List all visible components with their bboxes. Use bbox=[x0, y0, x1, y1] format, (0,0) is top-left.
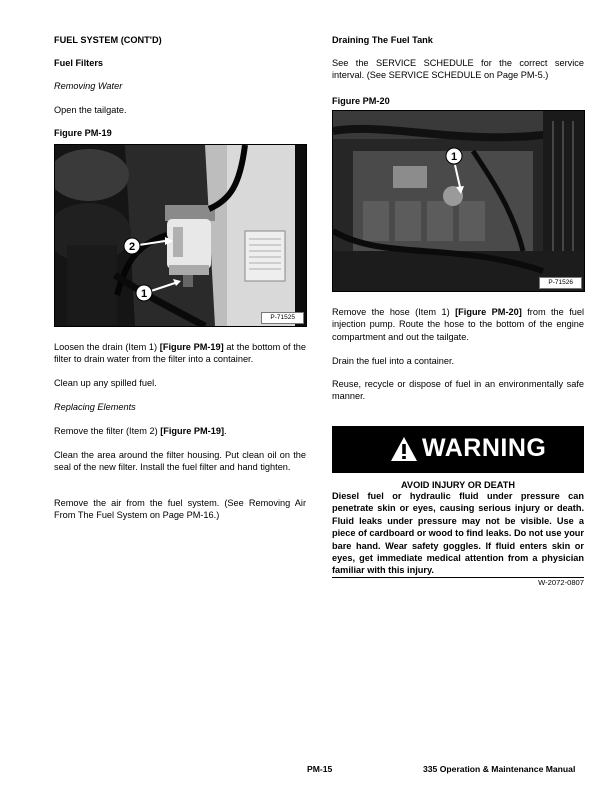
page-number: PM-15 bbox=[307, 764, 333, 774]
paragraph-reuse: Reuse, recycle or dispose of fuel in an environmentally safe manner. bbox=[332, 379, 584, 402]
subheading-removing-water: Removing Water bbox=[54, 81, 123, 91]
warning-code: W-2072-0807 bbox=[538, 578, 584, 587]
subheading-replacing-elements: Replacing Elements bbox=[54, 402, 136, 412]
figure-pm20-callouts bbox=[333, 111, 584, 291]
paragraph-drain-fuel: Drain the fuel into a container. bbox=[332, 356, 455, 366]
figure-label-pm19: Figure PM-19 bbox=[54, 128, 112, 138]
callout-1: 1 bbox=[140, 288, 148, 300]
warning-banner bbox=[332, 426, 584, 473]
section-heading: FUEL SYSTEM (CONT'D) bbox=[54, 35, 162, 45]
text-segment: Loosen the drain (Item 1) bbox=[54, 342, 160, 352]
text-segment: from the fuel injection pump. Route the hose to the bottom of the engine compartment and out the tailgate. bbox=[332, 307, 585, 342]
text-segment: . bbox=[224, 426, 227, 436]
warning-subtitle: AVOID INJURY OR DEATH bbox=[400, 480, 515, 490]
section-heading-draining: Draining The Fuel Tank bbox=[332, 35, 433, 45]
figure-reference: [Figure PM-19] bbox=[160, 426, 225, 436]
paragraph-service: See the SERVICE SCHEDULE for the correct service interval. (See SERVICE SCHEDULE on Page PM-5.) bbox=[332, 58, 584, 81]
figure-label-pm20: Figure PM-20 bbox=[332, 96, 390, 106]
paragraph-remove-hose bbox=[332, 306, 584, 343]
warning-triangle-icon bbox=[390, 436, 418, 462]
paragraph-remove-air: Remove the air from the fuel system. (See Removing Air From The Fuel System on Page PM-16.) bbox=[54, 498, 306, 521]
text-segment: Remove the filter (Item 2) bbox=[54, 426, 161, 436]
figure-reference: [Figure PM-20] bbox=[455, 307, 522, 317]
warning-body: Diesel fuel or hydraulic fluid under pressure can penetrate skin or eyes, causing serious injury or death. Fluid leaks under pressure may not be visible. Use a piece of cardboard or wood to find leaks. Do not use your bare hand. Wear safety goggles. If fluid enters skin or eyes, get immediate medical attention from a physician familiar with this injury. bbox=[332, 491, 584, 576]
text-segment: at the bottom of the filter to drain water from the filter into a container. bbox=[54, 342, 306, 365]
manual-title: 335 Operation & Maintenance Manual bbox=[423, 764, 576, 774]
figure-pm19-photo bbox=[54, 144, 307, 327]
photo-code: P-71526 bbox=[539, 277, 582, 289]
photo-code: P-71525 bbox=[261, 312, 304, 324]
paragraph-loosen-drain bbox=[54, 341, 306, 366]
figure-reference: [Figure PM-19] bbox=[159, 342, 224, 352]
callout-2: 2 bbox=[128, 241, 136, 253]
subheading-fuel-filters: Fuel Filters bbox=[54, 58, 104, 68]
paragraph-remove-filter bbox=[54, 425, 306, 437]
text-segment: Remove the hose (Item 1) bbox=[332, 307, 456, 317]
paragraph-open-tailgate: Open the tailgate. bbox=[54, 105, 127, 115]
figure-pm19-callouts bbox=[55, 145, 306, 326]
paragraph-clean-area: Clean the area around the filter housing. Put clean oil on the seal of the new filter. Install the fuel filter and hand tighten. bbox=[54, 450, 306, 473]
paragraph-clean-spilled: Clean up any spilled fuel. bbox=[54, 378, 157, 388]
warning-title: WARNING bbox=[422, 434, 547, 462]
callout-1: 1 bbox=[450, 151, 458, 163]
figure-pm20-photo bbox=[332, 110, 585, 292]
